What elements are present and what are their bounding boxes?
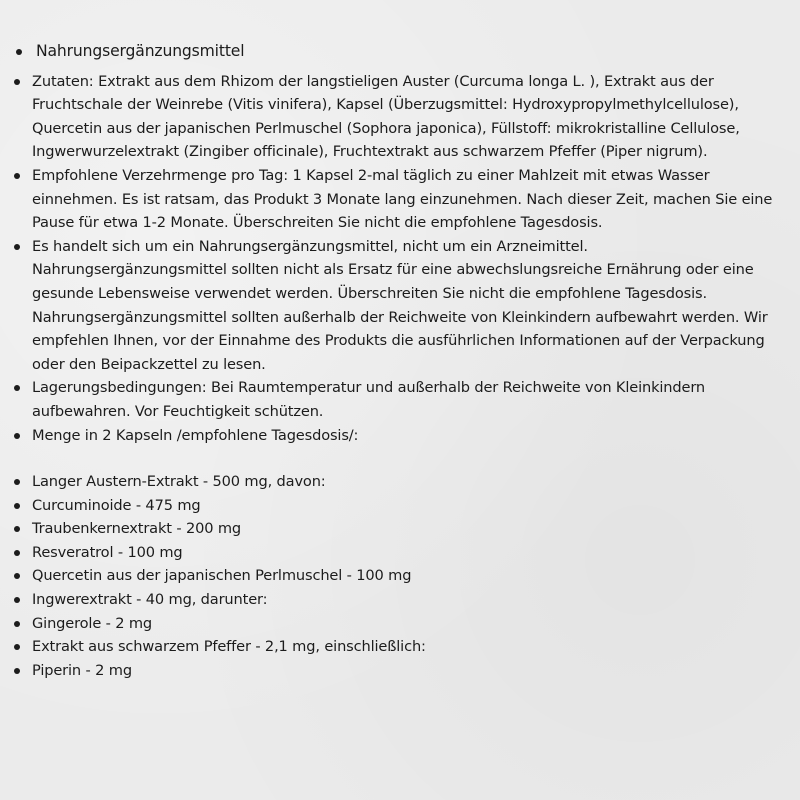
ingredient-amount-item: Curcuminoide - 475 mg	[10, 494, 780, 518]
ingredient-amount-item: Ingwerextrakt - 40 mg, darunter:	[10, 588, 780, 612]
list-item-storage: Lagerungsbedingungen: Bei Raumtemperatur und außerhalb der Reichweite von Kleinkindern aufbewahren. Vor Feuchtigkeit schützen.	[10, 376, 780, 423]
list-item-disclaimer: Es handelt sich um ein Nahrungsergänzungsmittel, nicht um ein Arzneimittel. Nahrungsergänzungsmittel sollten nicht als Ersatz für eine abwechslungsreiche Ernährung oder eine gesunde Lebensweise verwendet werden. Überschreiten Sie nicht die empfohlene Tagesdosis. Nahrungsergänzungsmittel sollten außerhalb der Reichweite von Kleinkindern aufbewahrt werden. Wir empfehlen Ihnen, vor der Einnahme des Produkts die ausführlichen Informationen auf der Verpackung oder den Beipackzettel zu lesen.	[10, 235, 780, 377]
list-item-recommended-dosage: Empfohlene Verzehrmenge pro Tag: 1 Kapsel 2-mal täglich zu einer Mahlzeit mit etwas Wasser einnehmen. Es ist ratsam, das Produkt 3 Monate lang einzunehmen. Nach dieser Zeit, machen Sie eine Pause für etwa 1-2 Monate. Überschreiten Sie nicht die empfohlene Tagesdosis.	[10, 164, 780, 235]
ingredient-amount-item: Gingerole - 2 mg	[10, 612, 780, 636]
ingredient-amount-item: Extrakt aus schwarzem Pfeffer - 2,1 mg, einschließlich:	[10, 635, 780, 659]
ingredient-amount-item: Langer Austern-Extrakt - 500 mg, davon:	[10, 470, 780, 494]
ingredient-amounts-list	[10, 470, 780, 682]
spacer	[10, 447, 780, 470]
list-item-ingredients-text: Zutaten: Extrakt aus dem Rhizom der langstieligen Auster (Curcuma longa L. ), Extrakt aus der Fruchtschale der Weinrebe (Vitis vinifera), Kapsel (Überzugsmittel: Hydroxypropylmethylcellulose), Quercetin aus der japanischen Perlmuschel (Sophora japonica), Füllstoff: mikrokristalline Cellulose, Ingwerwurzelextrakt (Zingiber officinale), Fruchtextrakt aus schwarzem Pfeffer (Piper nigrum).	[10, 70, 780, 164]
ingredient-amount-item: Piperin - 2 mg	[10, 659, 780, 683]
ingredient-amount-item: Traubenkernextrakt - 200 mg	[10, 517, 780, 541]
info-list	[10, 40, 780, 447]
ingredient-amount-item: Quercetin aus der japanischen Perlmuschel - 100 mg	[10, 564, 780, 588]
list-item-amount-heading: Menge in 2 Kapseln /empfohlene Tagesdosis/:	[10, 424, 780, 448]
ingredient-amount-item: Resveratrol - 100 mg	[10, 541, 780, 565]
list-item-title: Nahrungsergänzungsmittel	[10, 40, 780, 64]
